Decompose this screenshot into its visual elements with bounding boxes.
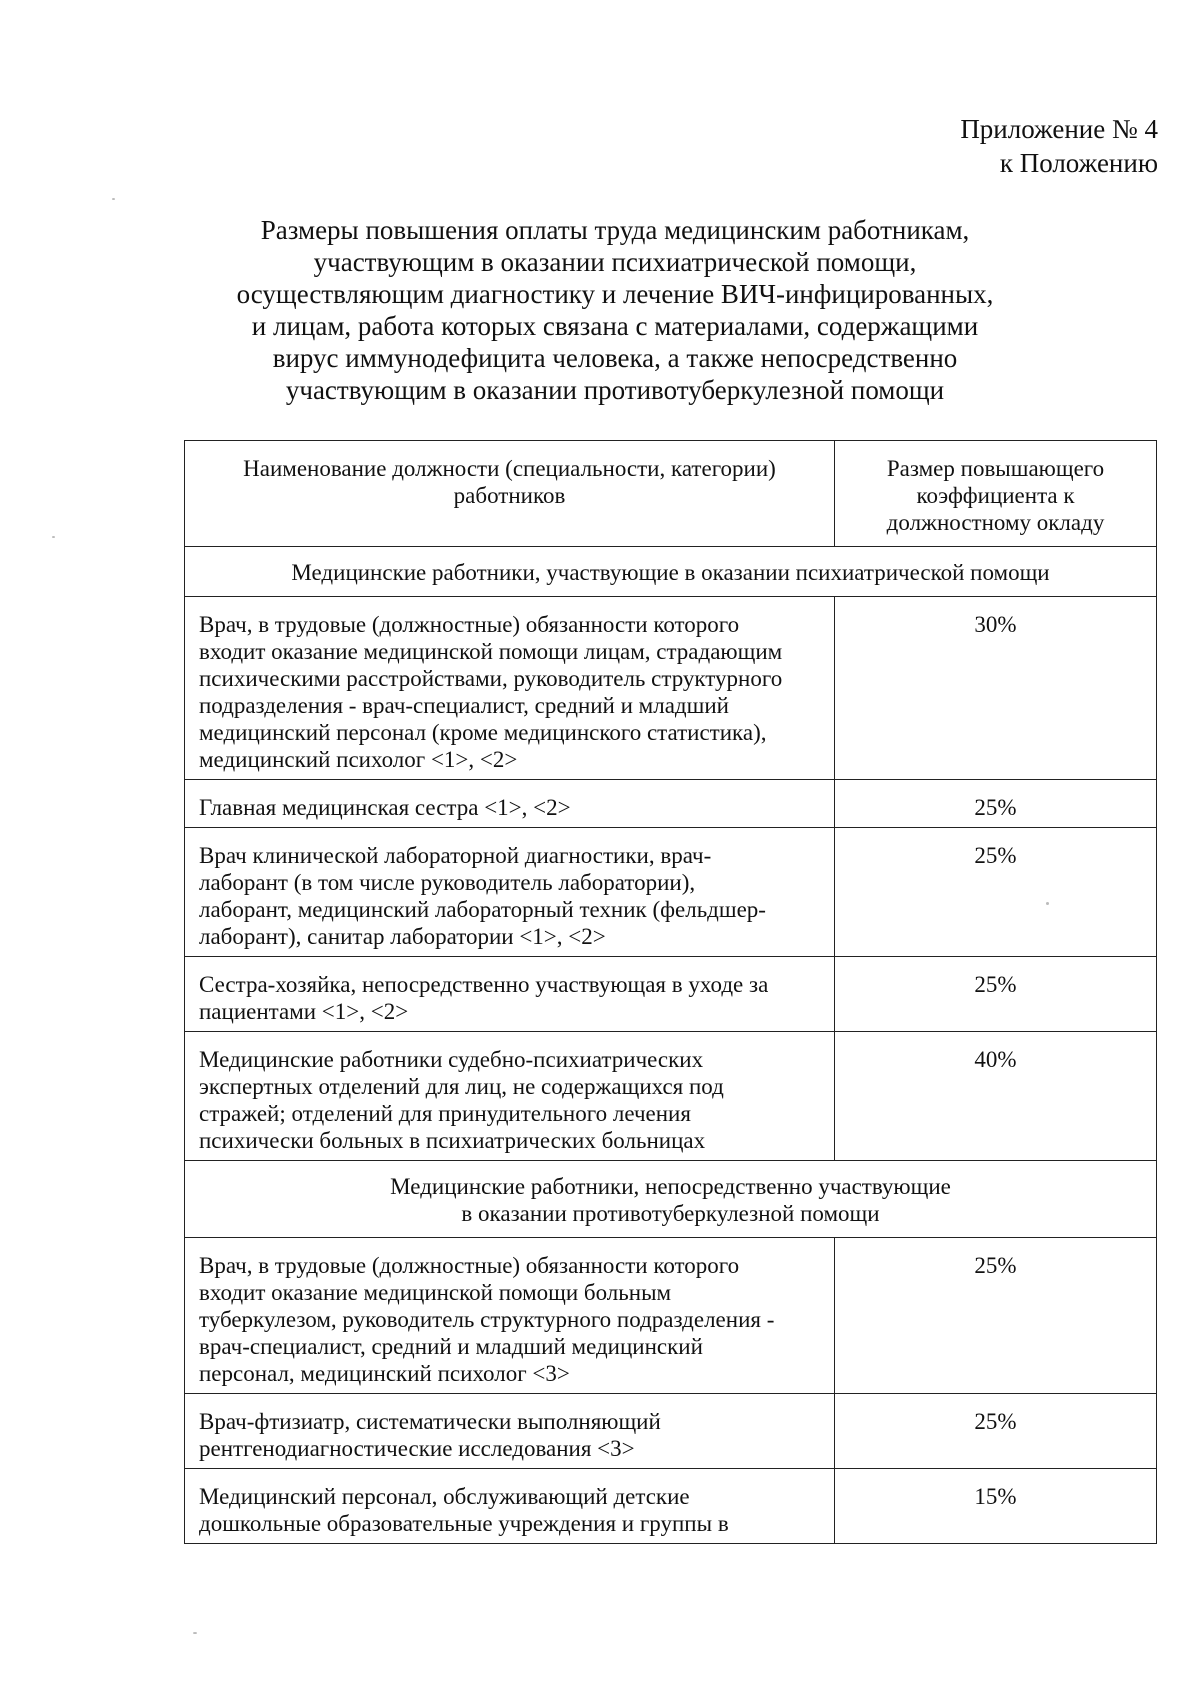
table-row	[185, 780, 1157, 828]
header-line: должностному окладу	[886, 510, 1105, 535]
header-coefficient	[835, 441, 1157, 547]
section-line: Медицинские работники, непосредственно участвующие	[390, 1174, 951, 1199]
title-line: Размеры повышения оплаты труда медицинским работникам,	[260, 215, 970, 245]
title-line: осуществляющим диагностику и лечение ВИЧ-инфицированных,	[236, 279, 994, 309]
section-line: в оказании противотуберкулезной помощи	[461, 1201, 880, 1226]
section-row-tuberculosis	[185, 1161, 1157, 1238]
title-line: и лицам, работа которых связана с материалами, содержащими	[251, 311, 979, 341]
header-position-name	[185, 441, 835, 547]
section-title-tuberculosis	[185, 1161, 1157, 1238]
appendix-header	[960, 112, 1158, 180]
title-line: участвующим в оказании противотуберкулезной помощи	[285, 375, 945, 405]
position-cell	[185, 597, 835, 780]
position-line: входит оказание медицинской помощи лицам, страдающим	[199, 639, 783, 664]
position-line: туберкулезом, руководитель структурного подразделения -	[199, 1307, 775, 1332]
coefficient-cell: 15%	[835, 1469, 1157, 1544]
position-cell	[185, 1238, 835, 1394]
coefficient-cell: 25%	[835, 1394, 1157, 1469]
scan-speck	[52, 536, 55, 538]
position-line: рентгенодиагностические исследования <3>	[199, 1436, 635, 1461]
coefficient-cell: 25%	[835, 828, 1157, 957]
position-cell	[185, 1394, 835, 1469]
document-title	[180, 214, 1050, 406]
header-line: Наименование должности (специальности, категории)	[243, 456, 776, 481]
table-header-row	[185, 441, 1157, 547]
table-row	[185, 597, 1157, 780]
title-line: вирус иммунодефицита человека, а также непосредственно	[272, 343, 958, 373]
position-line: Врач, в трудовые (должностные) обязанности которого	[199, 1253, 740, 1278]
coefficient-cell: 25%	[835, 1238, 1157, 1394]
position-line: Сестра-хозяйка, непосредственно участвующая в уходе за	[199, 972, 769, 997]
section-row-psychiatric	[185, 547, 1157, 597]
title-line: участвующим в оказании психиатрической помощи,	[313, 247, 917, 277]
table-row	[185, 828, 1157, 957]
table-row	[185, 1238, 1157, 1394]
position-cell	[185, 957, 835, 1032]
position-line: дошкольные образовательные учреждения и группы в	[199, 1511, 729, 1536]
position-line: психическими расстройствами, руководитель структурного	[199, 666, 783, 691]
scan-speck	[1046, 902, 1049, 905]
position-cell	[185, 1469, 835, 1544]
position-line: врач-специалист, средний и младший медицинский	[199, 1334, 703, 1359]
table-row	[185, 957, 1157, 1032]
position-line: Медицинские работники судебно-психиатрических	[199, 1047, 704, 1072]
position-line: входит оказание медицинской помощи больным	[199, 1280, 672, 1305]
coefficient-cell: 25%	[835, 780, 1157, 828]
position-line: лаборант (в том числе руководитель лаборатории),	[199, 870, 696, 895]
position-cell	[185, 828, 835, 957]
position-line: психически больных в психиатрических больницах	[199, 1128, 706, 1153]
position-line: пациентами <1>, <2>	[199, 999, 409, 1024]
position-line: медицинский персонал (кроме медицинского статистика),	[199, 720, 767, 745]
appendix-number: Приложение № 4	[960, 114, 1158, 144]
position-line: лаборант, медицинский лабораторный техник (фельдшер-	[199, 897, 766, 922]
position-line: экспертных отделений для лиц, не содержащихся под	[199, 1074, 724, 1099]
position-line: Медицинский персонал, обслуживающий детские	[199, 1484, 690, 1509]
header-line: работников	[453, 483, 566, 508]
scan-speck	[193, 1632, 197, 1634]
coefficient-cell: 40%	[835, 1032, 1157, 1161]
position-line: стражей; отделений для принудительного лечения	[199, 1101, 691, 1126]
table-row	[185, 1469, 1157, 1544]
coefficient-cell: 30%	[835, 597, 1157, 780]
coefficient-cell: 25%	[835, 957, 1157, 1032]
header-line: Размер повышающего	[886, 456, 1105, 481]
position-cell	[185, 1032, 835, 1161]
position-line: Главная медицинская сестра <1>, <2>	[199, 795, 571, 820]
position-line: Врач, в трудовые (должностные) обязанности которого	[199, 612, 740, 637]
position-line: медицинский психолог <1>, <2>	[199, 747, 518, 772]
pay-increase-table	[184, 440, 1157, 1544]
position-line: Врач клинической лабораторной диагностики, врач-	[199, 843, 712, 868]
position-line: Врач-фтизиатр, систематически выполняющий	[199, 1409, 661, 1434]
position-line: персонал, медицинский психолог <3>	[199, 1361, 570, 1386]
appendix-reference: к Положению	[999, 148, 1158, 178]
scan-speck	[112, 198, 115, 200]
table-row	[185, 1032, 1157, 1161]
position-line: лаборант), санитар лаборатории <1>, <2>	[199, 924, 606, 949]
position-line: подразделения - врач-специалист, средний и младший	[199, 693, 729, 718]
position-cell	[185, 780, 835, 828]
section-line: Медицинские работники, участвующие в оказании психиатрической помощи	[291, 560, 1050, 585]
table-row	[185, 1394, 1157, 1469]
header-line: коэффициента к	[916, 483, 1075, 508]
section-title-psychiatric	[185, 547, 1157, 597]
